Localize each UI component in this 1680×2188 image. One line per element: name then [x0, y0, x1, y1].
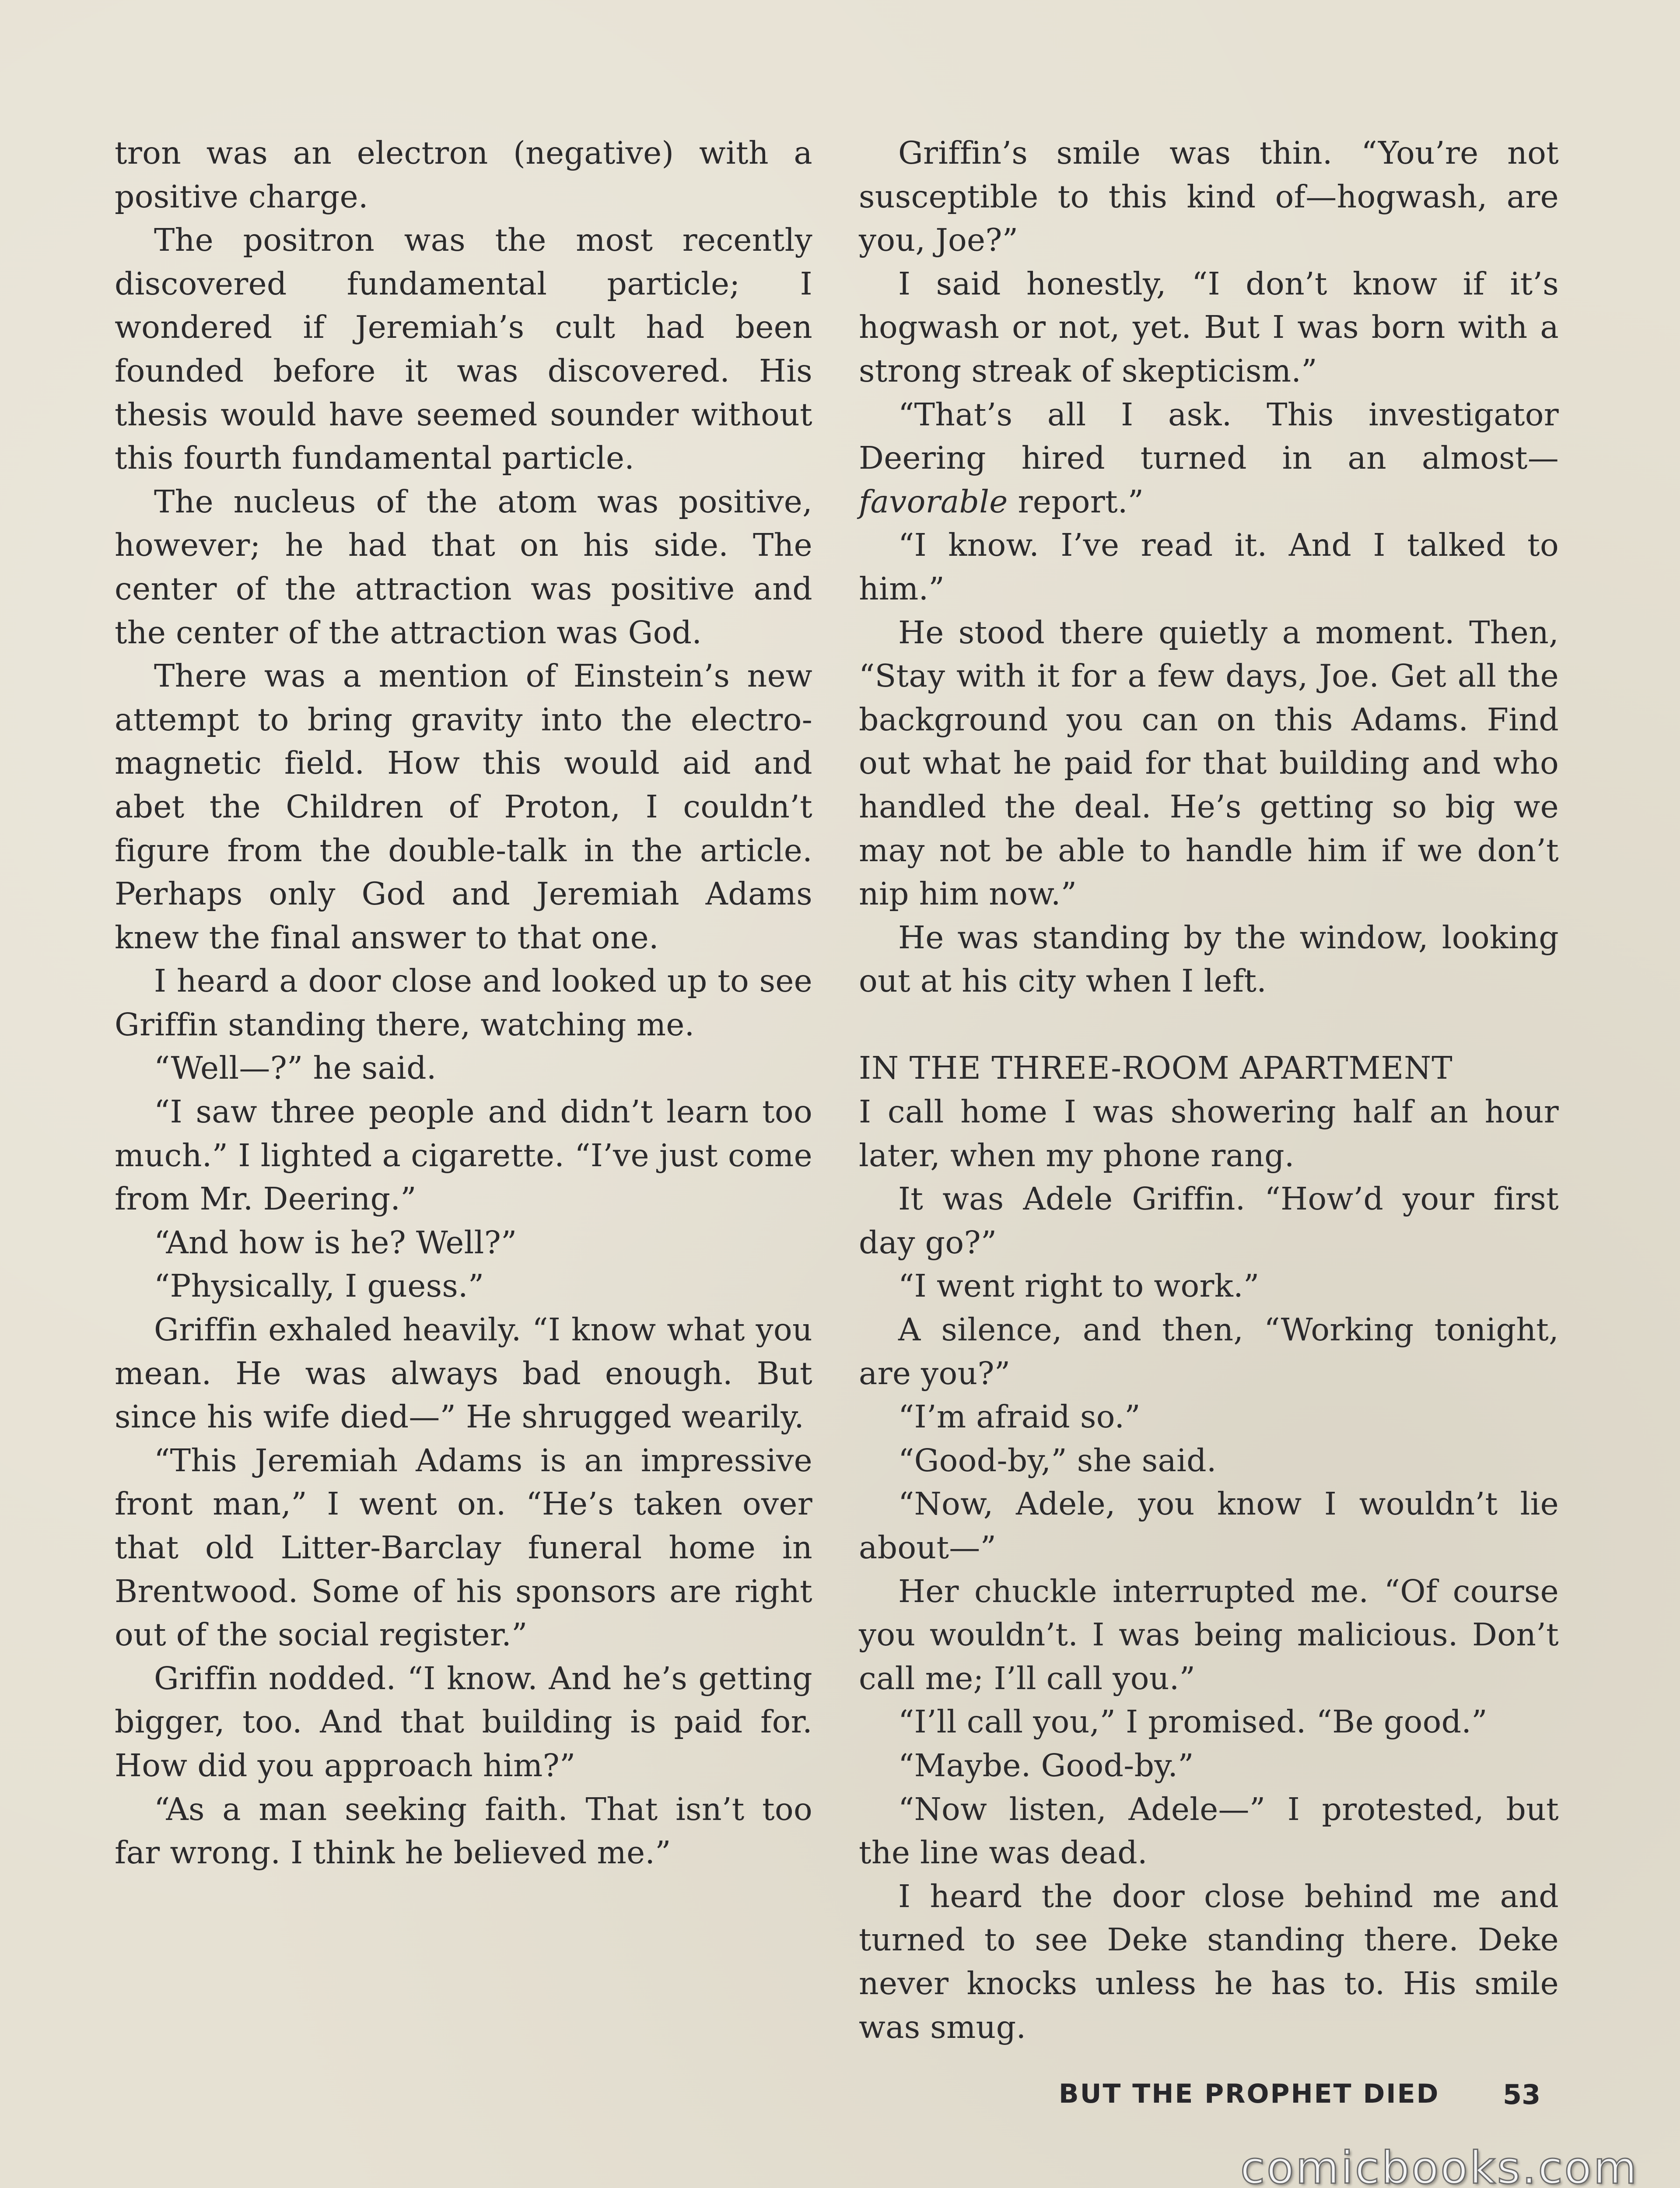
running-footer-title: BUT THE PROPHET DIED: [1059, 2079, 1440, 2109]
paragraph: “As a man seeking faith. That isn’t too far wrong. I think he believed me.”: [115, 1791, 812, 1871]
paragraph-text: “That’s all I ask. This investigator Deering hired turned in an almost—: [859, 396, 1559, 477]
paragraph: “I went right to work.”: [898, 1268, 1260, 1304]
paragraph: I said honestly, “I don’t know if it’s hogwash or not, yet. But I was born with a strong streak of skepticism.”: [859, 265, 1559, 389]
paragraph: Griffin exhaled heavily. “I know what you mean. He was always bad enough. But since his wife died—” He shrugged wearily.: [115, 1311, 812, 1435]
page-number: 53: [1503, 2079, 1541, 2111]
paragraph: “This Jeremiah Adams is an impressive front man,” I went on. “He’s taken over that old Litter-Barclay funeral home in Brentwood. Some of his sponsors are right out of the social register.”: [115, 1442, 812, 1653]
paragraph: “Maybe. Good-by.”: [898, 1747, 1194, 1784]
paragraph: It was Adele Griffin. “How’d your first day go?”: [859, 1181, 1559, 1261]
paragraph-text: report.”: [1018, 483, 1144, 520]
section-break-heading: [859, 1046, 1559, 1090]
right-text-column: [859, 131, 1559, 2049]
paragraph: [859, 393, 1559, 524]
paragraph: There was a mention of Einstein’s new attempt to bring gravity into the electro-magnetic field. How this would aid and abet the Children of Proton, I couldn’t figure from the double-talk in the article. Perhaps only God and Jeremiah Adams knew the final answer to that one.: [115, 658, 812, 956]
paragraph: A silence, and then, “Working tonight, are you?”: [859, 1311, 1559, 1392]
section-heading: IN THE THREE-ROOM APARTMENT: [859, 1050, 1453, 1087]
paragraph: I heard the door close behind me and turned to see Deke standing there. Deke never knocks unless he has to. His smile was smug.: [859, 1878, 1559, 2045]
paragraph: tron was an electron (negative) with a positive charge.: [115, 135, 812, 215]
paragraph: Griffin nodded. “I know. And he’s getting bigger, too. And that building is paid for. How did you approach him?”: [115, 1660, 812, 1784]
paragraph: “I know. I’ve read it. And I talked to him.”: [859, 527, 1559, 607]
italic-word: favorable: [859, 483, 1008, 520]
paragraph: He stood there quietly a moment. Then, “Stay with it for a few days, Joe. Get all the background you can on this Adams. Find out what he paid for that building and who handled the deal. He’s getting so big we may not be able to handle him if we don’t nip him now.”: [859, 614, 1559, 912]
paragraph: “Physically, I guess.”: [154, 1268, 484, 1304]
paragraph: I heard a door close and looked up to see Griffin standing there, watching me.: [115, 963, 812, 1043]
paragraph: The positron was the most recently discovered fundamental particle; I wondered if Jeremiah’s cult had been founded before it was discovered. His thesis would have seemed sounder without this fourth fundamental particle.: [115, 222, 812, 477]
paragraph: I call home I was showering half an hour later, when my phone rang.: [859, 1094, 1559, 1174]
paragraph: “Now, Adele, you know I wouldn’t lie about—”: [859, 1486, 1559, 1566]
paragraph: The nucleus of the atom was positive, however; he had that on his side. The center of the attraction was positive and the center of the attraction was God.: [115, 483, 812, 651]
paragraph: “Now listen, Adele—” I protested, but the line was dead.: [859, 1791, 1559, 1871]
paragraph: “I’m afraid so.”: [898, 1399, 1141, 1435]
paragraph: Her chuckle interrupted me. “Of course you wouldn’t. I was being malicious. Don’t call me; I’ll call you.”: [859, 1573, 1559, 1697]
paragraph: He was standing by the window, looking out at his city when I left.: [859, 919, 1559, 999]
paragraph: “And how is he? Well?”: [154, 1224, 517, 1261]
paragraph: “I’ll call you,” I promised. “Be good.”: [898, 1704, 1488, 1740]
paragraph: Griffin’s smile was thin. “You’re not susceptible to this kind of—hogwash, are you, Joe?”: [859, 135, 1559, 259]
paragraph: “Good-by,” she said.: [898, 1442, 1217, 1479]
site-watermark: comicbooks.com: [1240, 2142, 1639, 2188]
paragraph: “Well—?” he said.: [154, 1050, 437, 1087]
left-text-column: [115, 131, 812, 1875]
paragraph: “I saw three people and didn’t learn too much.” I lighted a cigarette. “I’ve just come from Mr. Deering.”: [115, 1094, 812, 1217]
